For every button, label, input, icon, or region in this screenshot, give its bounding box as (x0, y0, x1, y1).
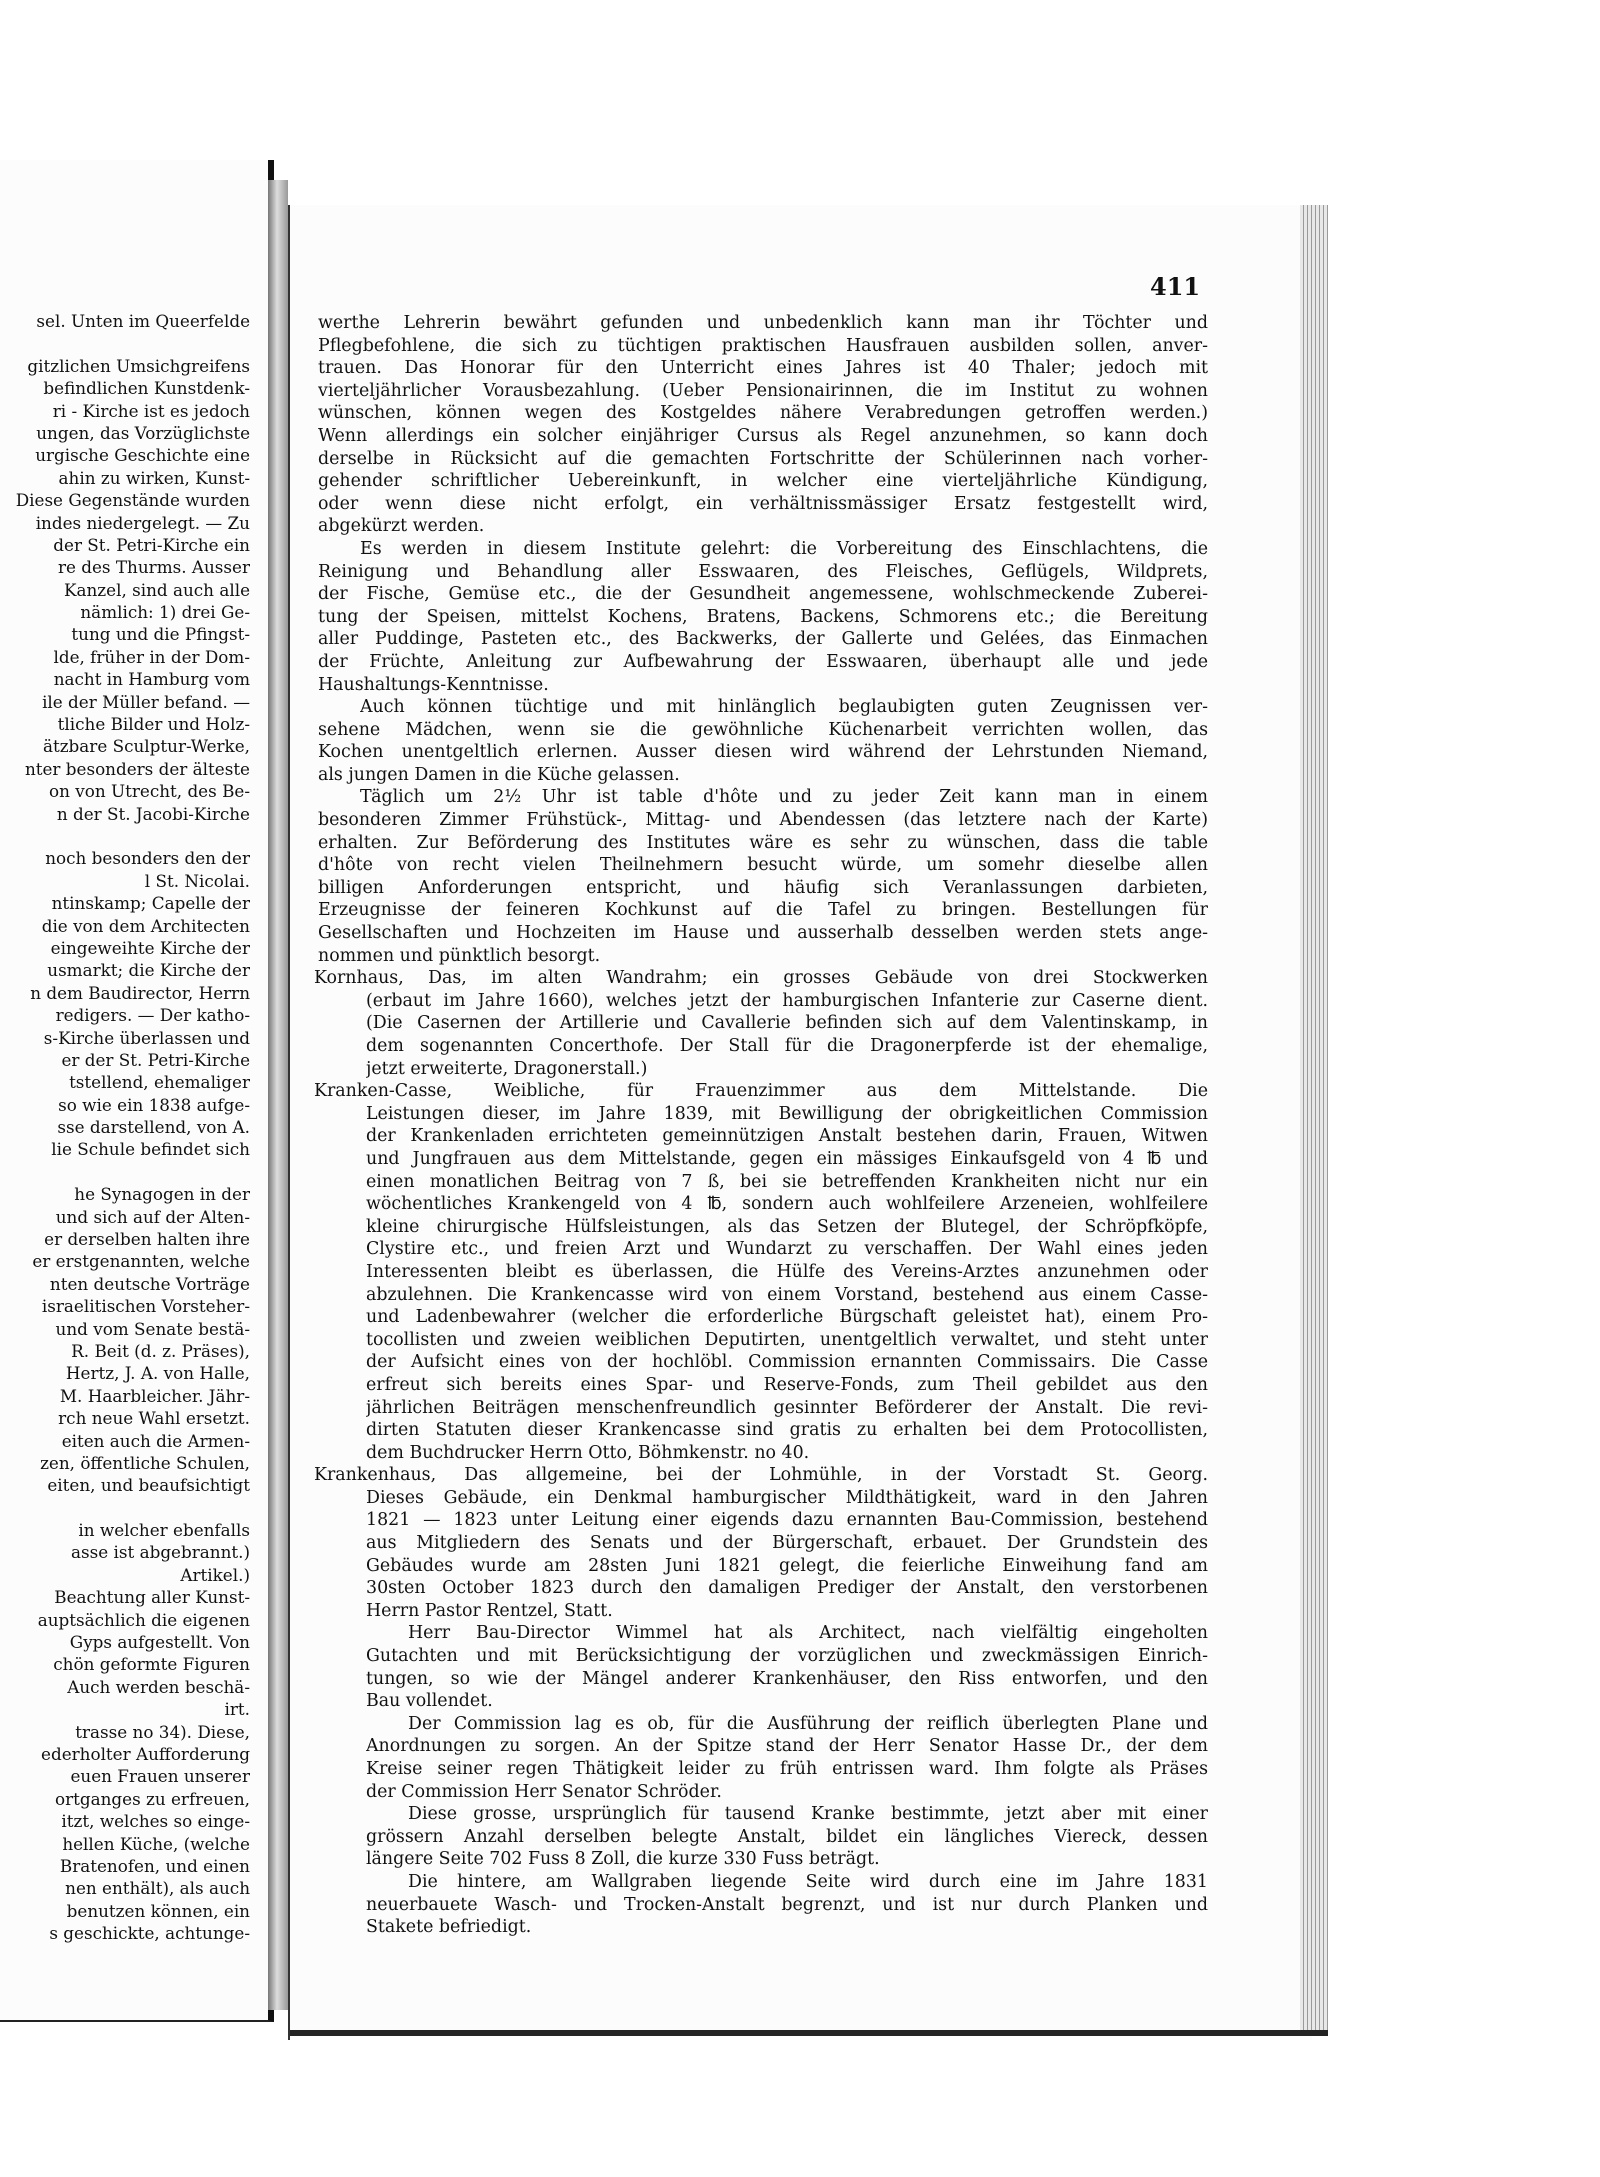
left-text-line: ahin zu wirken, Kunst- (58, 467, 250, 488)
left-text-line: tliche Bilder und Holz- (57, 714, 250, 735)
text-line: Leistungen dieser, im Jahre 1839, mit Bewilligung der obrigkeitlichen Commission (366, 1103, 1208, 1124)
text-line: Stakete befriedigt. (366, 1917, 532, 1938)
text-line: dirten Statuten dieser Krankencasse sind gratis zu erhalten bei dem Protocollisten, (366, 1420, 1208, 1441)
text-line: wöchentliches Krankengeld von 4 ℔, sondern auch wohlfeilere Arzeneien, wohlfeilere (366, 1194, 1208, 1215)
left-text-line: benutzen können, ein (66, 1900, 250, 1921)
text-line: Gebäudes wurde am 28sten Juni 1821 gelegt, die feierliche Einweihung fand am (366, 1555, 1208, 1576)
text-line: nommen und pünktlich besorgt. (318, 945, 601, 966)
text-line: als jungen Damen in die Küche gelassen. (318, 764, 680, 785)
page-number: 411 (1150, 272, 1201, 301)
left-text-line: ätzbare Sculptur-Werke, (42, 736, 250, 757)
left-text-line: Kanzel, sind auch alle (63, 579, 250, 600)
text-line: d'hôte von recht vielen Theilnehmern besucht würde, um somehr dieselbe allen (318, 855, 1208, 876)
page-edges (1300, 205, 1328, 2035)
left-text-line: ederholter Aufforderung (41, 1744, 250, 1764)
left-text-line: urgische Geschichte eine (35, 445, 250, 466)
text-line: jetzt erweiterte, Dragonerstall.) (366, 1058, 648, 1079)
left-text-line (0, 825, 250, 847)
text-line: Gesellschaften und Hochzeiten im Hause und ausserhalb desselben werden stets ange- (318, 923, 1208, 944)
left-text-line: R. Beit (d. z. Präses), (71, 1340, 250, 1361)
left-text-line: so wie ein 1838 aufge- (58, 1094, 250, 1115)
text-line: Pflegbefohlene, die sich zu tüchtigen praktischen Hausfrauen ausbilden sollen, anver- (318, 335, 1208, 356)
text-line: derselbe in Rücksicht auf die gemachten Fortschritte der Schülerinnen nach vorher- (318, 448, 1208, 469)
left-text-line: auptsächlich die eigenen (37, 1609, 250, 1630)
text-line: längere Seite 702 Fuss 8 Zoll, die kurze 330 Fuss beträgt. (366, 1849, 880, 1870)
text-line: der Früchte, Anleitung zur Aufbewahrung der Esswaaren, überhaupt alle und jede (318, 651, 1208, 672)
left-text-line: in welcher ebenfalls (78, 1520, 250, 1541)
text-line: Kreise seiner regen Thätigkeit leider zu früh entrissen ward. Ihm folgte als Präses (366, 1759, 1208, 1779)
left-text-line: hellen Küche, (welche (62, 1833, 250, 1854)
left-text-line: euen Frauen unserer (70, 1766, 250, 1787)
left-text-line: nämlich: 1) drei Ge- (80, 602, 250, 623)
text-line: Bau vollendet. (366, 1691, 493, 1712)
left-text-line (0, 1161, 250, 1183)
text-line: Kochen unentgeltlich erlernen. Ausser diesen wird während der Lehrstunden Niemand, (318, 742, 1208, 763)
text-line: der Fische, Gemüse etc., die der Gesundheit angemessene, wohlschmeckende Zuberei- (318, 584, 1208, 605)
text-line: tung der Speisen, mittelst Kochens, Bratens, Backens, Schmorens etc.; die Bereitung (318, 606, 1208, 627)
left-text-line: nten deutsche Vorträge (49, 1273, 250, 1294)
left-text-line: eingeweihte Kirche der (50, 937, 250, 958)
left-text-line: n der St. Jacobi-Kirche (56, 803, 250, 824)
left-text-line: rch neue Wahl ersetzt. (58, 1408, 250, 1429)
left-text-line: lie Schule befindet sich (51, 1139, 250, 1160)
left-text-line: irt. (224, 1699, 250, 1720)
text-line: 30sten October 1823 durch den damaligen Prediger der Anstalt, den verstorbenen (366, 1578, 1208, 1599)
left-text-line: Gyps aufgestellt. Von (69, 1632, 250, 1653)
left-text-line: befindlichen Kunstdenk- (43, 378, 250, 399)
text-line: Dieses Gebäude, ein Denkmal hamburgischer Mildthätigkeit, ward in den Jahren (366, 1487, 1208, 1508)
left-text-line: ortganges zu erfreuen, (54, 1788, 250, 1809)
text-line: Täglich um 2½ Uhr ist table d'hôte und zu jeder Zeit kann man in einem (360, 787, 1208, 808)
left-text-line: er derselben halten ihre (44, 1229, 250, 1250)
left-text-line: s-Kirche überlassen und (43, 1027, 250, 1048)
left-text-line: zen, öffentliche Schulen, (40, 1452, 250, 1473)
left-text-line: trasse no 34). Diese, (75, 1721, 250, 1742)
text-line: Krankenhaus, Das allgemeine, bei der Lohmühle, in der Vorstadt St. Georg. (314, 1465, 1208, 1486)
text-line: der Commission Herr Senator Schröder. (366, 1781, 722, 1802)
text-line: aller Puddinge, Pasteten etc., des Backwerks, der Gallerte und Gelées, das Einmachen (318, 629, 1208, 650)
text-line: Haushaltungs-Kenntnisse. (318, 674, 549, 695)
left-text-line: itzt, welches so einge- (61, 1811, 250, 1832)
left-page-text (0, 310, 250, 1945)
text-line: Erzeugnisse der feineren Kochkunst auf die Tafel zu bringen. Bestellungen für (318, 900, 1208, 921)
left-text-line: noch besonders den der (45, 848, 250, 869)
text-line: besonderen Zimmer Frühstück-, Mittag- und Abendessen (das letztere nach der Karte) (318, 810, 1208, 831)
left-text-line: sse darstellend, von A. (57, 1117, 250, 1138)
text-line: dem sogenannten Concerthofe. Der Stall für die Dragonerpferde ist der ehemalige, (366, 1036, 1208, 1056)
text-line: Anordnungen zu sorgen. An der Spitze stand der Herr Senator Hasse Dr., der dem (366, 1736, 1208, 1757)
left-text-line: ungen, das Vorzüglichste (36, 422, 250, 443)
left-text-line (0, 1497, 250, 1519)
left-page (0, 160, 274, 2022)
text-line: grössern Anzahl derselben belegte Anstalt, bildet ein längliches Viereck, dessen (366, 1826, 1208, 1847)
text-line: Es werden in diesem Institute gelehrt: die Vorbereitung des Einschlachtens, die (360, 538, 1208, 559)
text-line: tungen, so wie der Mängel anderer Krankenhäuser, den Riss entworfen, und den (366, 1668, 1208, 1689)
text-line: der Aufsicht eines von der hochlöbl. Commission ernannten Commissairs. Die Casse (366, 1352, 1208, 1373)
left-text-line: tstellend, ehemaliger (69, 1072, 250, 1093)
left-text-line: Artikel.) (180, 1564, 250, 1585)
text-line: 1821 — 1823 unter Leitung einer eigends dazu ernannten Bau-Commission, bestehend (366, 1510, 1208, 1531)
left-text-line: eiten auch die Armen- (61, 1430, 250, 1451)
left-text-line: ntinskamp; Capelle der (51, 893, 250, 914)
left-text-line: ile der Müller befand. — (42, 691, 250, 712)
left-text-line: redigers. — Der katho- (55, 1005, 250, 1026)
left-text-line: s geschickte, achtunge- (49, 1923, 250, 1944)
text-line: Auch können tüchtige und mit hinlänglich beglaubigten guten Zeugnissen ver- (360, 697, 1208, 718)
left-text-line: nacht in Hamburg vom (53, 669, 250, 690)
left-text-line: tung und die Pfingst- (71, 624, 250, 645)
text-line: Die hintere, am Wallgraben liegende Seite wird durch eine im Jahre 1831 (408, 1871, 1208, 1892)
text-line: Kranken-Casse, Weibliche, für Frauenzimmer aus dem Mittelstande. Die (314, 1081, 1208, 1102)
text-line: gehender schriftlicher Uebereinkunft, in welcher eine vierteljährliche Kündigung, (318, 471, 1208, 492)
left-text-line: lde, früher in der Dom- (53, 646, 250, 667)
left-text-line: on von Utrecht, des Be- (49, 781, 250, 802)
text-line: aus Mitgliedern des Senats und der Bürgerschaft, erbauet. Der Grundstein des (366, 1533, 1208, 1554)
text-line: Clystire etc., und freien Arzt und Wundarzt zu verschaffen. Der Wahl eines jeden (366, 1239, 1208, 1260)
left-text-line: und vom Senate bestä- (55, 1318, 250, 1339)
left-text-line (0, 332, 250, 354)
left-text-line: nter besonders der älteste (24, 758, 250, 779)
left-text-line: Auch werden beschä- (67, 1676, 250, 1697)
left-text-line: ri - Kirche ist es jedoch (52, 400, 250, 421)
text-line: (erbaut im Jahre 1660), welches jetzt der hamburgischen Infanterie zur Caserne dient. (366, 990, 1208, 1011)
text-line: abgekürzt werden. (318, 516, 485, 537)
left-text-line: sel. Unten im Queerfelde (36, 311, 250, 331)
right-page-text (314, 312, 1208, 1939)
text-line: der Krankenladen errichteten gemeinnützigen Anstalt bestehen darin, Frauen, Witwen (366, 1126, 1208, 1147)
text-line: kleine chirurgische Hülfsleistungen, als das Setzen der Blutegel, der Schröpfköpfe, (366, 1216, 1208, 1237)
left-text-line: Hertz, J. A. von Halle, (65, 1363, 250, 1384)
left-text-line: l St. Nicolai. (144, 870, 250, 891)
text-line: jährlichen Beiträgen menschenfreundlich gesinnter Beförderer der Anstalt. Die revi- (366, 1397, 1208, 1418)
text-line: und Ladenbewahrer (welcher die erforderliche Bürgschaft geleistet hat), einem Pro- (366, 1307, 1208, 1328)
text-line: sehene Mädchen, wenn sie die gewöhnliche Küchenarbeit verrichten wollen, das (318, 719, 1208, 740)
left-text-line: indes niedergelegt. — Zu (35, 512, 250, 533)
left-text-line: der St. Petri-Kirche ein (53, 534, 250, 555)
left-text-line: Diese Gegenstände wurden (15, 490, 250, 511)
text-line: Interessenten bleibt es überlassen, die Hülfe des Vereins-Arztes anzunehmen oder (366, 1261, 1208, 1282)
text-line: dem Buchdrucker Herrn Otto, Böhmkenstr. no 40. (366, 1442, 810, 1463)
text-line: trauen. Das Honorar für den Unterricht eines Jahres ist 40 Thaler; jedoch mit (318, 358, 1208, 379)
left-text-line: chön geformte Figuren (53, 1654, 250, 1675)
text-line: oder wenn diese nicht erfolgt, ein verhältnissmässiger Ersatz festgestellt wird, (318, 493, 1208, 514)
page-bottom-edge (290, 2030, 1328, 2036)
left-text-line: und sich auf der Alten- (55, 1206, 250, 1227)
left-text-line: die von dem Architecten (41, 915, 250, 936)
text-line: neuerbauete Wasch- und Trocken-Anstalt begrenzt, und ist nur durch Planken und (366, 1894, 1208, 1915)
text-line: Herrn Pastor Rentzel, Statt. (366, 1600, 613, 1621)
left-text-line: he Synagogen in der (74, 1184, 250, 1205)
text-line: Diese grosse, ursprünglich für tausend Kranke bestimmte, jetzt aber mit einer (408, 1804, 1208, 1825)
text-line: und Jungfrauen aus dem Mittelstande, gegen ein mässiges Einkaufsgeld von 4 ℔ und (366, 1148, 1208, 1169)
left-text-line: gitzlichen Umsichgreifens (27, 355, 250, 376)
left-text-line: re des Thurms. Ausser (57, 557, 250, 578)
text-line: Wenn allerdings ein solcher einjähriger Cursus als Regel anzunehmen, so kann doch (318, 425, 1208, 446)
text-line: Herr Bau-Director Wimmel hat als Architect, nach vielfältig eingeholten (408, 1623, 1208, 1644)
text-line: vierteljährlicher Vorausbezahlung. (Ueber Pensionairinnen, die im Institut zu wohnen (318, 380, 1208, 401)
left-text-line: er erstgenannten, welche (32, 1251, 250, 1272)
left-text-line: n dem Baudirector, Herrn (30, 982, 250, 1003)
text-line: wünschen, können wegen des Kostgeldes nähere Verabredungen getroffen werden.) (318, 403, 1208, 424)
left-text-line: er der St. Petri-Kirche (61, 1049, 250, 1070)
text-line: billigen Anforderungen entspricht, und häufig sich Veranlassungen darbieten, (318, 877, 1208, 898)
text-line: erfreut sich bereits eines Spar- und Reserve-Fonds, zum Theil gebildet aus den (366, 1374, 1208, 1395)
left-text-line: Beachtung aller Kunst- (54, 1587, 250, 1608)
text-line: Gutachten und mit Berücksichtigung der vorzüglichen und zweckmässigen Einrich- (366, 1646, 1208, 1667)
left-text-line: M. Haarbleicher. Jähr- (59, 1385, 250, 1406)
text-line: abzulehnen. Die Krankencasse wird von einem Vorstand, bestehend aus einem Casse- (366, 1284, 1208, 1305)
book-gutter (268, 180, 288, 2010)
text-line: Kornhaus, Das, im alten Wandrahm; ein grosses Gebäude von drei Stockwerken (314, 968, 1208, 989)
left-text-line: nen enthält), als auch (65, 1878, 250, 1899)
text-line: werthe Lehrerin bewährt gefunden und unbedenklich kann man ihr Töchter und (318, 313, 1208, 333)
left-text-line: Bratenofen, und einen (59, 1855, 250, 1876)
text-line: tocollisten und zweien weiblichen Deputirten, unentgeltlich verwaltet, und steht unter (366, 1329, 1208, 1350)
text-line: Der Commission lag es ob, für die Ausführung der reiflich überlegten Plane und (408, 1713, 1208, 1734)
left-text-line: usmarkt; die Kirche der (47, 960, 250, 981)
text-line: erhalten. Zur Beförderung des Institutes wäre es sehr zu wünschen, dass die table (318, 832, 1208, 853)
text-line: einen monatlichen Beitrag von 7 ß, bei sie betreffenden Krankheiten nicht nur ein (366, 1171, 1208, 1192)
left-text-line: eiten, und beaufsichtigt (47, 1475, 250, 1496)
text-line: Reinigung und Behandlung aller Esswaaren, des Fleisches, Geflügels, Wildprets, (318, 561, 1208, 582)
left-text-line: asse ist abgebrannt.) (71, 1542, 250, 1563)
text-line: (Die Casernen der Artillerie und Cavallerie befinden sich auf dem Valentinskamp, in (366, 1013, 1208, 1034)
left-text-line: israelitischen Vorsteher- (41, 1296, 250, 1317)
